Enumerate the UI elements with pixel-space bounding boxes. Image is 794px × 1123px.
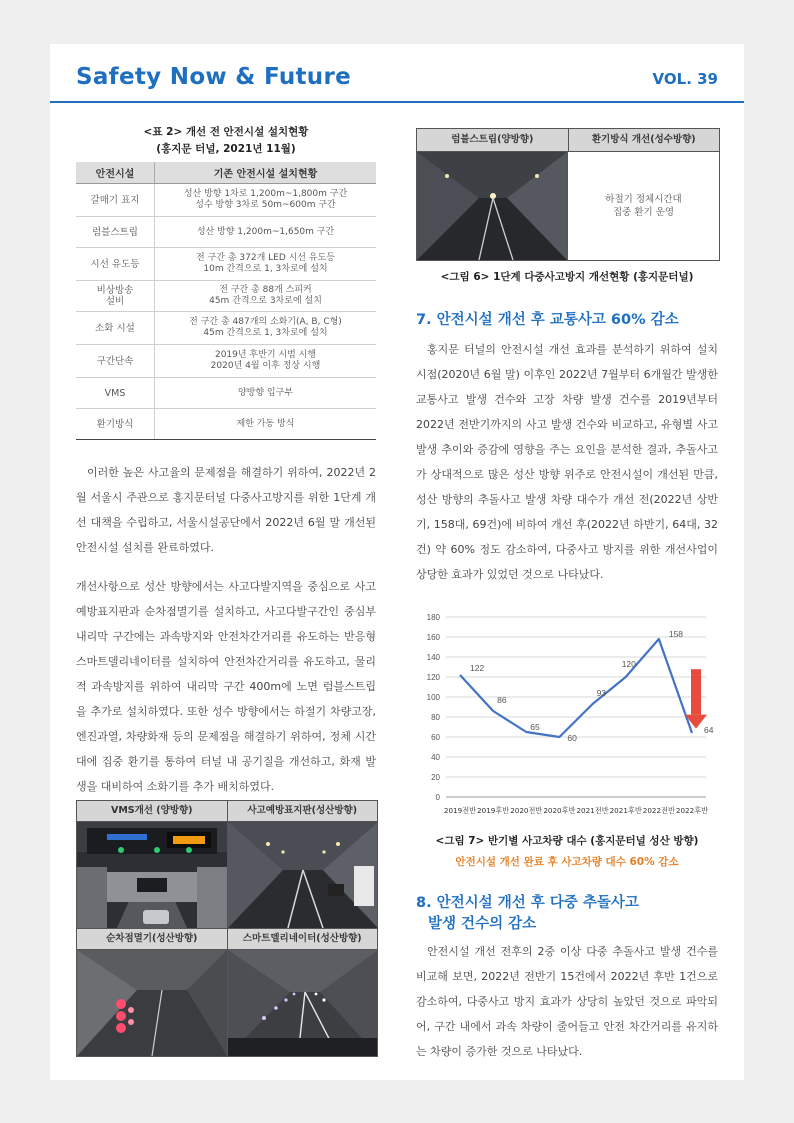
- table-cell-facility: VMS: [76, 378, 155, 409]
- table-cell-status: [155, 217, 377, 248]
- paragraph-plan: 이러한 높은 사고율의 문제점을 해결하기 위하여, 2022년 2월 서울시 주관으로 홍지문터널 다중사고방지를 위한 1단계 개선 대책을 수립하고, 서울시설공단에서 2022년 6월 말 개선된 안전시설 설치를 완료하였다.: [76, 466, 376, 554]
- table-cell-facility: 시선 유도등: [76, 248, 155, 281]
- table-row: [76, 312, 376, 345]
- status-line: 성산 방향 1차로 1,200m~1,800m 구간: [183, 189, 348, 199]
- header-divider: [50, 101, 744, 103]
- table-row: [76, 345, 376, 378]
- figure7-subcaption: 안전시설 개선 완료 후 사고차량 대수 60% 감소: [455, 856, 679, 868]
- volume-number: VOL. 39: [652, 70, 718, 88]
- series-line: [460, 639, 692, 737]
- section7-title: 7. 안전시설 개선 후 교통사고 60% 감소: [416, 312, 679, 328]
- y-tick-label: 160: [426, 633, 440, 642]
- section8-title: [416, 893, 718, 935]
- y-tick-label: 180: [426, 613, 440, 622]
- section8-title-line1: 8. 안전시설 개선 후 다중 추돌사고: [416, 895, 639, 911]
- photo-warning-sign: [228, 822, 378, 929]
- table-cell-facility: 럼블스트립: [76, 217, 155, 248]
- x-tick-label: 2022후반: [675, 806, 709, 815]
- table-caption: [76, 124, 376, 158]
- paragraph-improvements: 개선사항으로 성산 방향에서는 사고다발지역을 중심으로 사고예방표지판과 순차점멸기를 설치하고, 사고다발구간인 중심부 내리막 구간에는 과속방지와 안전차간거리를 유도하는 반응형 스마트델리네이터를 설치하여 안전차간거리를 유도하고, 물리적 과속방지를 위하여 내리막 구간 400m에 노면 럼블스트립을 추가로 설치하였다. 또한 성수 방향에서는 하절기 차량고장, 엔진과열, 차량화재 등의 문제점을 해결하기 위하여, 정체 시간대에 집중 환기를 통하여 터널 내 공기질을 개선하고, 화재 발생을 대비하여 소화기를 추가 배치하였다.: [76, 580, 376, 793]
- table-row: [76, 409, 376, 440]
- photo-smart-delineator: [228, 950, 378, 1056]
- safety-facility-table: [76, 162, 376, 440]
- table-cell-facility: 소화 시설: [76, 312, 155, 345]
- page: [50, 44, 744, 1080]
- y-tick-label: 40: [431, 753, 440, 762]
- status-line: 2019년 후반기 시범 시행: [214, 350, 317, 360]
- table-cell-status: [155, 378, 377, 409]
- data-label: 64: [704, 725, 714, 735]
- status-line: 45m 간격으로 3차로에 설치: [209, 296, 322, 306]
- photo-rumble-strip: [417, 152, 568, 260]
- table-header-facility: 안전시설: [76, 162, 155, 184]
- photo-label-vms: VMS개선 (양방향): [77, 801, 227, 822]
- status-line: 전 구간 총 487개의 소화기(A, B, C형): [189, 317, 342, 327]
- table-caption-title: <표 2> 개선 전 안전시설 설치현황: [143, 126, 309, 138]
- photo-label-warning-sign: 사고예방표지판(성산방향): [228, 801, 378, 822]
- x-tick-label: 2022전반: [642, 806, 675, 815]
- data-label: 122: [470, 663, 485, 673]
- table-cell-facility: 비상방송 설비: [76, 281, 155, 312]
- photo-vms: [77, 822, 227, 929]
- figure6-panel: [416, 128, 720, 261]
- x-tick-label: 2021후반: [609, 806, 642, 815]
- status-line: 성산 방향 1,200m~1,650m 구간: [196, 226, 335, 237]
- decrease-arrow-shaft: [691, 669, 701, 714]
- status-line: 성수 방향 3차로 50m~600m 구간: [195, 200, 336, 210]
- data-label: 158: [668, 629, 684, 639]
- x-tick-label: 2019전반: [443, 806, 477, 815]
- photo-label-sequential-flasher: 순차점멸기(성산방향): [77, 929, 227, 950]
- table-cell-status: [155, 184, 377, 217]
- y-tick-label: 120: [426, 673, 440, 682]
- accident-line-chart: [416, 609, 718, 829]
- status-line: 전 구간 총 88개 스피커: [219, 285, 312, 295]
- data-label: 120: [621, 659, 636, 669]
- left-column: [76, 124, 376, 799]
- improvement-photo-grid: [76, 800, 378, 1057]
- table-cell-status: [155, 409, 377, 440]
- table-cell-status: [155, 248, 377, 281]
- table-cell-status: [155, 345, 377, 378]
- figure7-caption: <그림 7> 반기별 사고차량 대수 (홍지문터널 성산 방향): [435, 835, 699, 847]
- table-cell-facility: 구간단속: [76, 345, 155, 378]
- table-row: [76, 378, 376, 409]
- table-header-status: 기존 안전시설 설치현황: [155, 162, 377, 184]
- status-line: 10m 간격으로 1, 3차로에 설치: [203, 264, 328, 274]
- status-line: 45m 간격으로 1, 3차로에 설치: [203, 328, 328, 338]
- photo-sequential-flasher: [77, 950, 227, 1056]
- y-tick-label: 60: [431, 733, 440, 742]
- data-label: 60: [567, 733, 577, 743]
- magazine-title: Safety Now & Future: [76, 64, 352, 90]
- y-tick-label: 140: [426, 653, 440, 662]
- data-label: 93: [596, 688, 607, 698]
- section8-title-line2: 발생 건수의 감소: [428, 916, 537, 932]
- status-line: 제한 가동 방식: [236, 418, 295, 429]
- status-line: 전 구간 총 372개 LED 시선 유도등: [196, 253, 335, 263]
- figure6-text-line1: 하절기 정체시간대: [605, 194, 682, 205]
- y-tick-label: 0: [435, 793, 440, 802]
- photo-label-smart-delineator: 스마트델리네이터(성산방향): [228, 929, 378, 950]
- section8-body: 안전시설 개선 전후의 2중 이상 다중 추돌사고 발생 건수를 비교해 보면, 2022년 전반기 15건에서 2022년 후반 1건으로 감소하여, 다중사고 방지 효과가 상당히 높았던 것으로 파악되어, 구간 내에서 과속 차량이 줄어들고 안전 차간거리를 유지하는 차량이 증가한 것으로 나타났다.: [416, 945, 718, 1058]
- data-label: 65: [530, 722, 540, 732]
- table-cell-status: [155, 281, 377, 312]
- x-tick-label: 2020전반: [510, 806, 543, 815]
- x-tick-label: 2021전반: [576, 806, 609, 815]
- y-tick-label: 80: [431, 713, 440, 722]
- table-cell-facility: 갈매기 표지: [76, 184, 155, 217]
- table-caption-subtitle: (홍지문 터널, 2021년 11월): [156, 143, 296, 155]
- status-line: 2020년 4월 이후 정상 시행: [210, 361, 321, 371]
- figure6-text-line2: 집중 환기 운영: [612, 207, 675, 218]
- table-row: [76, 217, 376, 248]
- x-tick-label: 2019후반: [477, 806, 510, 815]
- table-row: [76, 184, 376, 217]
- right-column: [416, 128, 718, 1064]
- table-row: [76, 281, 376, 312]
- figure6-caption: <그림 6> 1단계 다중사고방지 개선현황 (홍지문터널): [440, 271, 694, 283]
- section7-body: 홍지문 터널의 안전시설 개선 효과를 분석하기 위하여 설치 시점(2020년 6월 말) 이후인 2022년 7월부터 6개월간 발생한 교통사고 발생 건수와 고장 차량 발생 건수를 2019년부터 2022년 전반기까지의 사고 발생 건수와 비교하고, 유형별 사고 발생 추이와 증감에 영향을 주는 요인을 분석한 결과, 추돌사고가 상대적으로 많은 성산 방향 위주로 안전시설이 개선된 만큼, 성산 방향의 추돌사고 발생 차량 대수가 개선 전(2022년 상반기, 158대, 69건)에 비하여 개선 후(2022년 하반기, 64대, 32건) 약 60% 정도 감소하여, 다중사고 방지를 위한 개선사업이 상당한 효과가 있었던 것으로 나타났다.: [416, 343, 718, 581]
- figure6-label-ventilation: 환기방식 개선(성수방향): [591, 134, 696, 145]
- table-cell-facility: 환기방식: [76, 409, 155, 440]
- page-header: [50, 44, 744, 102]
- figure6-label-rumble-strip: 럼블스트립(양방향): [417, 129, 569, 151]
- x-tick-label: 2020후반: [543, 806, 576, 815]
- status-line: 양방향 입구부: [237, 387, 294, 398]
- y-tick-label: 100: [426, 693, 440, 702]
- table-row: [76, 248, 376, 281]
- table-cell-status: [155, 312, 377, 345]
- y-tick-label: 20: [431, 773, 440, 782]
- data-label: 86: [497, 695, 507, 705]
